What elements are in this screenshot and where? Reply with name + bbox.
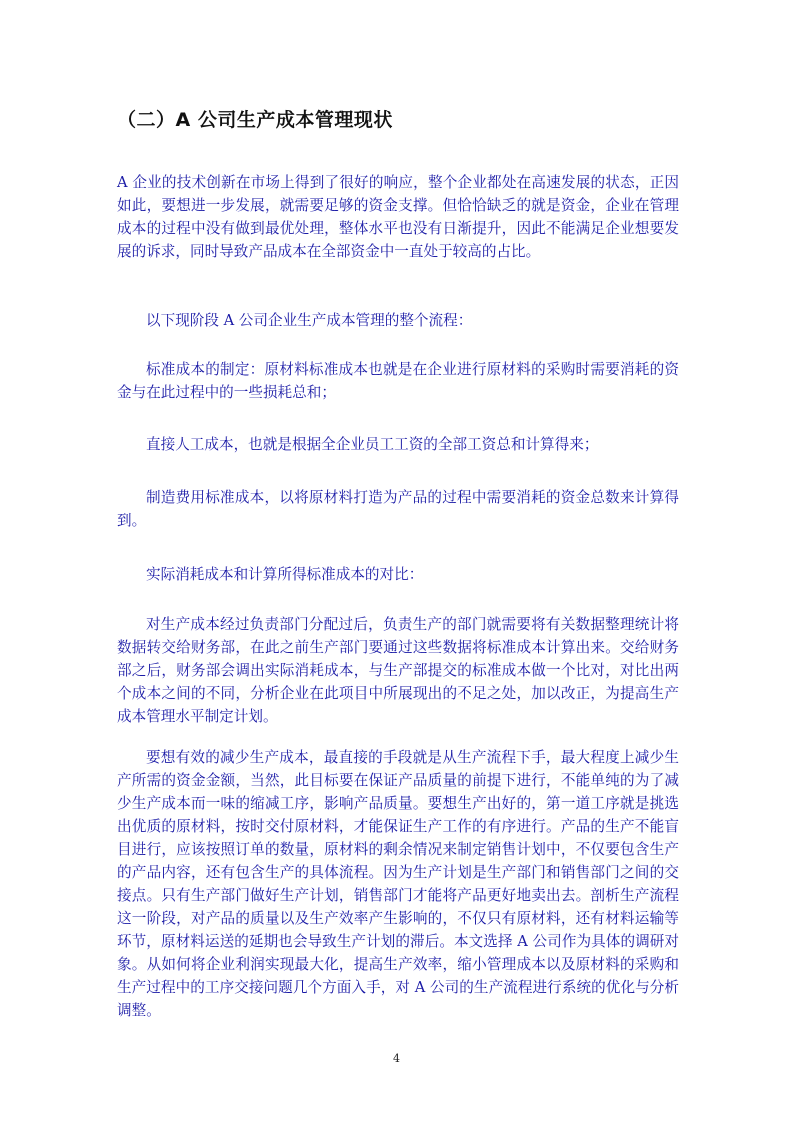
paragraph-material-standard-cost: 标准成本的制定：原材料标准成本也就是在企业进行原材料的采购时需要消耗的资金与在此过程中的一些损耗总和；	[117, 361, 679, 401]
paragraph-comparison-detail: 对生产成本经过负责部门分配过后，负责生产的部门就需要将有关数据整理统计将数据转交给财务部，在此之前生产部门要通过这些数据将标准成本计算出来。交给财务部之后，财务部会调出实际消耗成本，与生产部提交的标准成本做一个比对，对比出两个成本之间的不同，分析企业在此项目中所展现出的不足之处，加以改正，为提高生产成本管理水平制定计划。	[117, 616, 679, 725]
paragraph-overhead-standard-cost: 制造费用标准成本，以将原材料打造为产品的过程中需要消耗的资金总数来计算得到。	[117, 489, 679, 529]
paragraph-comparison-intro: 实际消耗成本和计算所得标准成本的对比：	[146, 566, 424, 583]
paragraph-direct-labor-cost: 直接人工成本，也就是根据全企业员工工资的全部工资总和计算得来；	[146, 436, 599, 453]
section-heading: （二）A 公司生产成本管理现状	[117, 109, 393, 131]
paragraph-process-intro: 以下现阶段 A 公司企业生产成本管理的整个流程：	[146, 312, 473, 329]
paragraph-production-flow: 要想有效的减少生产成本，最直接的手段就是从生产流程下手，最大程度上减少生产所需的资金金额，当然，此目标要在保证产品质量的前提下进行，不能单纯的为了减少生产成本而一味的缩减工序，影响产品质量。要想生产出好的，第一道工序就是挑选出优质的原材料，按时交付原材料，才能保证生产工作的有序进行。产品的生产不能盲目进行，应该按照订单的数量，原材料的剩余情况来制定销售计划中，不仅要包含生产的产品内容，还有包含生产的具体流程。因为生产计划是生产部门和销售部门之间的交接点。只有生产部门做好生产计划，销售部门才能将产品更好地卖出去。剖析生产流程这一阶段，对产品的质量以及生产效率产生影响的，不仅只有原材料，还有材料运输等环节，原材料运送的延期也会导致生产计划的滞后。本文选择 A 公司作为具体的调研对象。从如何将企业利润实现最大化，提高生产效率，缩小管理成本以及原材料的采购和生产过程中的工序交接问题几个方面入手，对 A 公司的生产流程进行系统的优化与分析调整。	[117, 749, 679, 1019]
paragraph-intro: A 企业的技术创新在市场上得到了很好的响应，整个企业都处在高速发展的状态，正因如此，要想进一步发展，就需要足够的资金支撑。但恰恰缺乏的就是资金，企业在管理成本的过程中没有做到最优处理，整体水平也没有日渐提升，因此不能满足企业想要发展的诉求，同时导致产品成本在全部资金中一直处于较高的占比。	[117, 174, 679, 260]
page-number: 4	[393, 1052, 400, 1065]
